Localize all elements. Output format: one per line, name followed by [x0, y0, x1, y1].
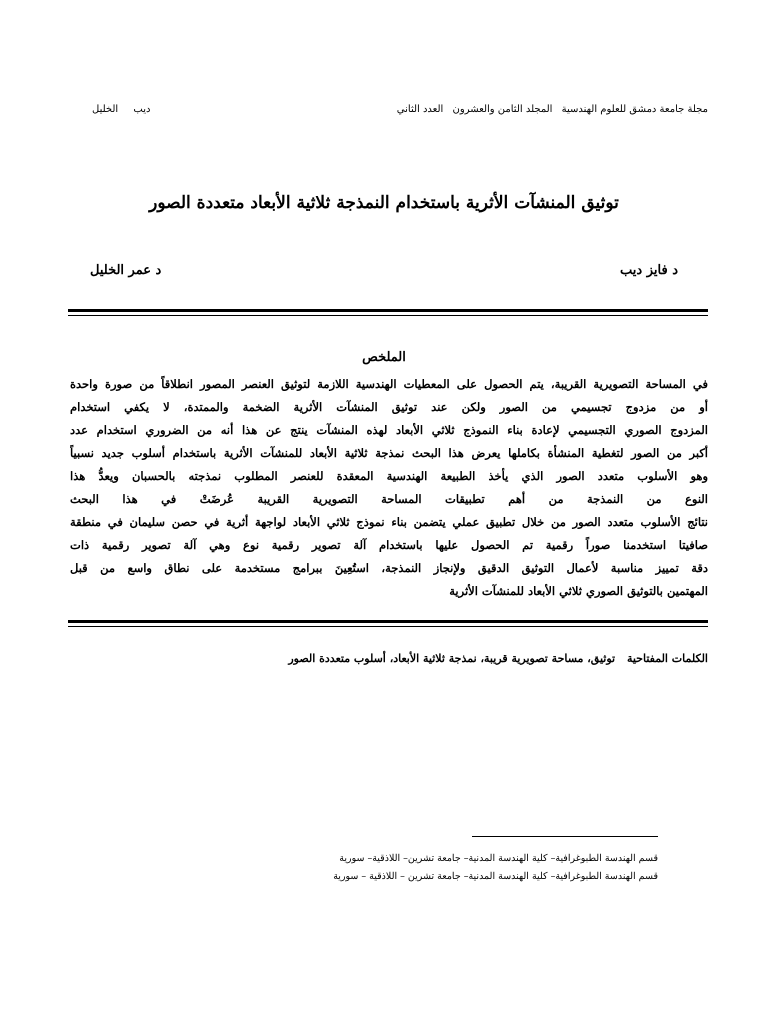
- abstract-line: المهتمين بالتوثيق الصوري ثلاثي الأبعاد للمنشآت الأثرية: [449, 584, 708, 598]
- running-authors: [80, 104, 150, 115]
- abstract-line: في المساحة التصويرية القريبة، يتم الحصول على المعطيات الهندسية اللازمة لتوثيق العنصر المصور انطلاقاً من صورة واحدة: [70, 377, 708, 391]
- keywords-text: توثيق، مساحة تصويرية قريبة، نمذجة ثلاثية الأبعاد، أسلوب متعددة الصور: [288, 652, 616, 665]
- author-list: [90, 263, 678, 278]
- abstract-line: صافيتا استخدمنا صوراً رقمية تم الحصول عليها باستخدام آلة تصوير رقمية نوع وهي آلة تصوير رقمية ذات: [70, 538, 708, 552]
- journal-volume: المجلد الثامن والعشرون: [452, 104, 553, 115]
- running-author-1: ديب: [133, 104, 151, 115]
- footnotes: [238, 850, 658, 886]
- paper-title: توثيق المنشآت الأثرية باستخدام النمذجة ثلاثية الأبعاد متعددة الصور: [149, 193, 619, 213]
- author-2: د عمر الخليل: [90, 263, 162, 278]
- abstract-line: دقة تمييز مناسبة لأعمال التوثيق الدقيق ولإنجاز النمذجة، استُعِينَ ببرامج مستخدمة على نطاق واسع من قبل: [70, 561, 708, 575]
- journal-info: [391, 104, 708, 115]
- top-divider: [68, 309, 708, 316]
- running-header: [80, 104, 708, 115]
- abstract-line: وهو الأسلوب متعدد الصور الذي يأخذ الطبيعة الهندسية المعقدة للعنصر المطلوب نمذجته بالحسبان ويعدُّ هذا: [70, 469, 708, 483]
- author-1: د فايز ديب: [620, 263, 678, 278]
- abstract-line: المزدوج الصوري التجسيمي لإعادة بناء النموذج ثلاثي الأبعاد لهذه المنشآت ينتج عن هذا أنه من الضروري استخدام عدد: [70, 423, 708, 437]
- abstract-heading: الملخص: [362, 350, 406, 365]
- footnote-divider: [472, 836, 658, 837]
- journal-issue: العدد الثاني: [396, 104, 444, 115]
- keywords: [70, 652, 708, 665]
- keywords-label: الكلمات المفتاحية: [626, 652, 708, 665]
- footnote-1: قسم الهندسة الطبوغرافية– كلية الهندسة المدنية– جامعة تشرين– اللاذقية– سورية: [339, 853, 658, 864]
- footnote-2: قسم الهندسة الطبوغرافية– كلية الهندسة المدنية– جامعة تشرين – اللاذقية – سورية: [333, 871, 658, 882]
- abstract-line: أكبر من الصور لتغطية المنشأة بكاملها يعرض هذا البحث نمذجة ثلاثية الأبعاد للمنشآت الأثرية باستخدام أسلوب جديد نسبياً: [70, 446, 708, 460]
- running-author-2: الخليل: [92, 104, 119, 115]
- abstract-line: نتائج الأسلوب متعدد الصور من خلال تطبيق عملي يتضمن بناء نموذج ثلاثي الأبعاد لواجهة أثرية في حصن سليمان في منطقة: [70, 515, 708, 529]
- abstract-line: النوع من النمذجة من أهم تطبيقات المساحة التصويرية القريبة عُرضَتْ في هذا البحث: [70, 492, 708, 506]
- bottom-divider: [68, 620, 708, 627]
- abstract-line: أو من مزدوج تجسيمي من الصور ولكن عند توثيق المنشآت الأثرية الضخمة والممتدة، لا يكفي استخدام: [70, 400, 708, 414]
- abstract-body: [70, 373, 708, 603]
- journal-name: مجلة جامعة دمشق للعلوم الهندسية: [561, 104, 708, 115]
